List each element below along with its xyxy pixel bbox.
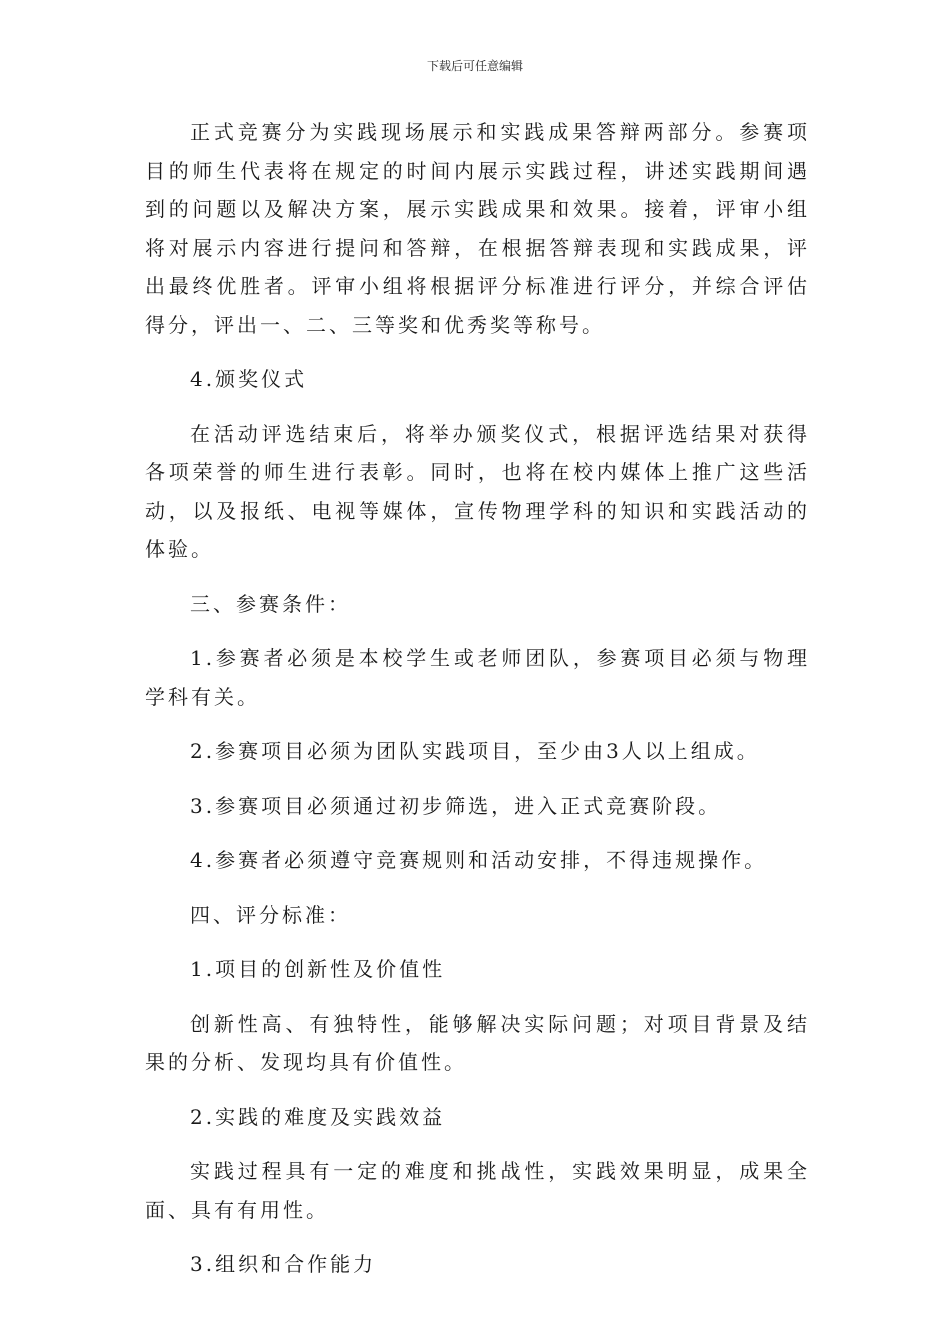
heading-award-ceremony: 4.颁奖仪式 — [190, 367, 308, 391]
criteria-heading-1: 1.项目的创新性及价值性 — [190, 957, 446, 981]
paragraph-competition-format: 正式竞赛分为实践现场展示和实践成果答辩两部分。参赛项目的师生代表将在规定的时间内展示实践过程，讲述实践期间遇到的问题以及解决方案，展示实践成果和效果。接着，评审小组将对展示内容进行提问和答辩，在根据答辩表现和实践成果，评出最终优胜者。评审小组将根据评分标准进行评分，并综合评估得分，评出一、二、三等奖和优秀奖等称号。 — [145, 120, 810, 337]
heading-entry-conditions: 三、参赛条件： — [190, 591, 351, 616]
condition-item-3: 3.参赛项目必须通过初步筛选，进入正式竞赛阶段。 — [190, 793, 722, 818]
criteria-heading-2: 2.实践的难度及实践效益 — [190, 1104, 446, 1129]
criteria-text-2: 实践过程具有一定的难度和挑战性，实践效果明显，成果全面、具有有用性。 — [145, 1159, 810, 1222]
condition-item-4: 4.参赛者必须遵守竞赛规则和活动安排，不得违规操作。 — [190, 848, 768, 872]
criteria-heading-3: 3.组织和合作能力 — [190, 1252, 377, 1276]
heading-scoring-criteria: 四、评分标准： — [190, 902, 351, 927]
download-edit-note: 下载后可任意编辑 — [426, 59, 523, 73]
condition-item-2: 2.参赛项目必须为团队实践项目，至少由3人以上组成。 — [190, 739, 760, 763]
condition-item-1: 1.参赛者必须是本校学生或老师团队，参赛项目必须与物理学科有关。 — [145, 646, 810, 709]
document-body — [145, 113, 810, 1300]
paragraph-award-ceremony: 在活动评选结束后，将举办颁奖仪式，根据评选结果对获得各项荣誉的师生进行表彰。同时，也将在校内媒体上推广这些活动，以及报纸、电视等媒体，宣传物理学科的知识和实践活动的体验。 — [145, 421, 810, 561]
criteria-text-1: 创新性高、有独特性，能够解决实际问题；对项目背景及结果的分析、发现均具有价值性。 — [145, 1011, 810, 1074]
